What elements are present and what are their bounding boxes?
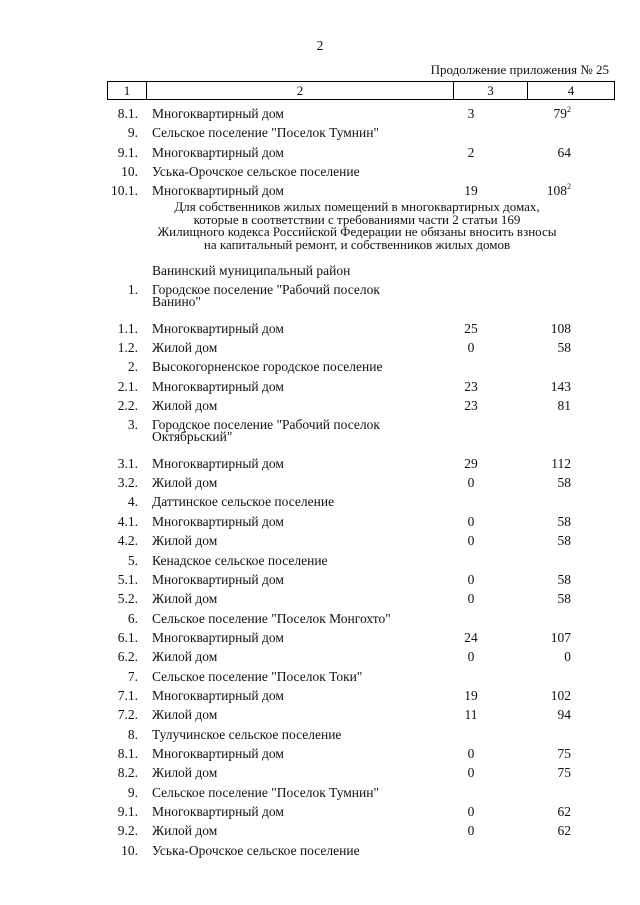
row-value-col4: 58 (557, 339, 571, 355)
row-number: 3. (127, 417, 138, 433)
row-value-col3: 11 (464, 707, 478, 723)
row-value-col3: 0 (467, 765, 475, 781)
table-row (0, 647, 640, 666)
table-row (0, 123, 640, 142)
table-row (0, 396, 640, 415)
row-name (152, 419, 380, 443)
table-row (0, 143, 640, 162)
row-name: Жилой дом (152, 707, 218, 723)
row-value-col3: 0 (467, 823, 475, 839)
row-value-col4: 75 (557, 765, 571, 781)
table-row (0, 744, 640, 763)
row-name (152, 284, 380, 308)
table-row (0, 415, 640, 453)
table-row (0, 763, 640, 782)
row-name: Жилой дом (152, 397, 218, 413)
row-value-col4: 75 (557, 746, 571, 761)
row-name: Многоквартирный дом (152, 320, 284, 336)
row-number: 4. (127, 494, 138, 510)
footnote-marker: 2 (567, 182, 571, 191)
table-row (0, 512, 640, 531)
row-number: 8. (127, 726, 138, 742)
row-number: 9. (127, 125, 138, 140)
table-row (0, 181, 640, 200)
row-name: Уська-Орочское сельское поселение (152, 164, 360, 179)
note-line: на капитальный ремонт, и собственников жилых домов (203, 236, 511, 252)
table-row (0, 705, 640, 724)
row-value-col4: 58 (557, 533, 571, 549)
row-number: 9.1. (117, 804, 138, 820)
row-number: 8.2. (117, 765, 138, 781)
row-value-col3: 19 (464, 183, 478, 198)
table-row (0, 104, 640, 123)
row-number: 4.1. (117, 513, 138, 529)
row-value-col4: 64 (557, 145, 571, 160)
table-row (0, 570, 640, 589)
row-value-col4: 0 (564, 649, 571, 665)
table-row (0, 821, 640, 840)
row-value-col3: 0 (467, 571, 475, 587)
table-row (0, 280, 640, 318)
row-number: 10.1. (111, 183, 138, 198)
table-row (0, 338, 640, 357)
table-row (0, 531, 640, 550)
table-row (0, 609, 640, 628)
table-row (0, 377, 640, 396)
row-name: Многоквартирный дом (152, 629, 284, 645)
row-name: Сельское поселение "Поселок Монгохто" (152, 610, 391, 626)
row-value-col4: 62 (557, 823, 571, 839)
table-row (0, 841, 640, 860)
row-name: Сельское поселение "Поселок Токи" (152, 668, 363, 684)
table-row (0, 589, 640, 608)
row-value-col3: 0 (467, 339, 475, 355)
footnote-marker: 2 (567, 105, 571, 114)
row-number: 6. (127, 610, 138, 626)
note-line: Жилищного кодекса Российской Федерации не обязаны вносить взносы (157, 224, 557, 239)
row-name: Многоквартирный дом (152, 145, 284, 160)
row-value-col4: 143 (550, 378, 571, 394)
row-name: Многоквартирный дом (152, 455, 284, 471)
row-number: 6.1. (117, 629, 138, 645)
column-header-table (107, 81, 615, 100)
row-value-col4: $108^2$ (546, 182, 571, 198)
page-number: 2 (316, 38, 324, 53)
row-value-col3: 23 (464, 397, 478, 413)
row-name: Даттинское сельское поселение (152, 494, 335, 510)
row-number: 1.1. (117, 320, 138, 336)
table-row (0, 725, 640, 744)
row-value-col3: 0 (467, 649, 475, 665)
row-value-col4: 58 (557, 475, 571, 491)
row-name-line: Городское поселение "Рабочий поселок (152, 417, 380, 433)
row-number: 10. (121, 842, 138, 858)
table-row (0, 492, 640, 511)
row-name: Многоквартирный дом (152, 746, 284, 761)
row-number: 8.1. (117, 746, 138, 761)
row-name: Жилой дом (152, 823, 218, 839)
column-header-3: 3 (454, 82, 528, 100)
column-header-2: 2 (147, 82, 454, 100)
row-name: Высокогорненское городское поселение (152, 359, 383, 375)
row-value-col3: 25 (464, 320, 478, 336)
row-name: Сельское поселение "Поселок Тумнин" (152, 125, 379, 140)
row-number: 4.2. (117, 533, 138, 549)
row-number: 2. (127, 359, 138, 375)
row-number: 5. (127, 552, 138, 568)
row-value-col3: 3 (467, 106, 475, 121)
table-row (0, 628, 640, 647)
row-name: Тулучинское сельское поселение (152, 726, 342, 742)
row-name-line: Октябрьский" (152, 429, 233, 445)
row-value-col4: 81 (557, 397, 571, 413)
row-name: Многоквартирный дом (152, 571, 284, 587)
row-number: 9.2. (117, 823, 138, 839)
row-value-col4: $79^2$ (553, 105, 571, 121)
row-name-line: Ванино" (152, 294, 201, 309)
row-name-line: Городское поселение "Рабочий поселок (152, 282, 380, 297)
row-value-col3: 0 (467, 591, 475, 607)
row-number: 2.1. (117, 378, 138, 394)
table-row (0, 667, 640, 686)
row-name: Сельское поселение "Поселок Тумнин" (152, 784, 379, 800)
row-number: 5.1. (117, 571, 138, 587)
row-number: 3.2. (117, 475, 138, 491)
row-number: 3.1. (117, 455, 138, 471)
row-value-col4: 107 (550, 629, 571, 645)
row-number: 1.2. (117, 339, 138, 355)
row-number: 7.2. (117, 707, 138, 723)
row-name: Жилой дом (152, 649, 218, 665)
row-value-col4: 62 (557, 804, 571, 820)
row-number: 1. (127, 282, 138, 297)
row-name: Многоквартирный дом (152, 804, 284, 820)
table-row (0, 162, 640, 181)
table-row (0, 551, 640, 570)
note-line: которые в соответствии с требованиями части 2 статьи 169 (193, 211, 521, 227)
row-number: 7. (127, 668, 138, 684)
table-row (0, 686, 640, 705)
row-number: 9.1. (117, 145, 138, 160)
section-note (112, 201, 602, 251)
table-row (0, 319, 640, 338)
row-name: Уська-Орочское сельское поселение (152, 842, 360, 858)
row-number: 8.1. (117, 106, 138, 121)
row-number: 9. (127, 784, 138, 800)
row-value-col3: 23 (464, 378, 478, 394)
row-name: Многоквартирный дом (152, 183, 284, 198)
row-name: Жилой дом (152, 533, 218, 549)
row-value-col4: 94 (557, 707, 571, 723)
row-name: Жилой дом (152, 591, 218, 607)
row-value-col3: 19 (464, 687, 478, 703)
row-number: 7.1. (117, 687, 138, 703)
row-name: Многоквартирный дом (152, 106, 284, 121)
row-name: Жилой дом (152, 475, 218, 491)
row-value-col4: 58 (557, 571, 571, 587)
column-header-1: 1 (108, 82, 147, 100)
row-name: Жилой дом (152, 339, 218, 355)
row-value-col3: 0 (467, 513, 475, 529)
row-number: 10. (121, 164, 138, 179)
row-name: Многоквартирный дом (152, 687, 284, 703)
row-value-col3: 0 (467, 533, 475, 549)
table-row (0, 473, 640, 492)
table-row (0, 454, 640, 473)
table-row (0, 783, 640, 802)
row-name: Многоквартирный дом (152, 513, 284, 529)
column-header-4: 4 (528, 82, 615, 100)
note-line: Для собственников жилых помещений в многоквартирных домах, (174, 199, 540, 214)
row-value-col4: 108 (550, 320, 571, 336)
row-value-col4: 58 (557, 513, 571, 529)
row-name: Многоквартирный дом (152, 378, 284, 394)
continuation-caption: Продолжение приложения № 25 (430, 62, 609, 77)
table-row (0, 357, 640, 376)
district-heading: Ванинский муниципальный район (152, 263, 351, 278)
row-value-col4: 58 (557, 591, 571, 607)
row-value-col3: 2 (467, 145, 475, 160)
row-number: 5.2. (117, 591, 138, 607)
row-value-col3: 0 (467, 475, 475, 491)
row-value-col3: 29 (464, 455, 478, 471)
row-value-col4: 102 (550, 687, 571, 703)
row-value-col3: 0 (467, 804, 475, 820)
row-value-col3: 24 (464, 629, 478, 645)
row-value-col3: 0 (467, 746, 475, 761)
row-number: 6.2. (117, 649, 138, 665)
table-row (0, 802, 640, 821)
row-name: Жилой дом (152, 765, 218, 781)
row-number: 2.2. (117, 397, 138, 413)
row-name: Кенадское сельское поселение (152, 552, 328, 568)
row-value-col4: 112 (551, 455, 571, 471)
